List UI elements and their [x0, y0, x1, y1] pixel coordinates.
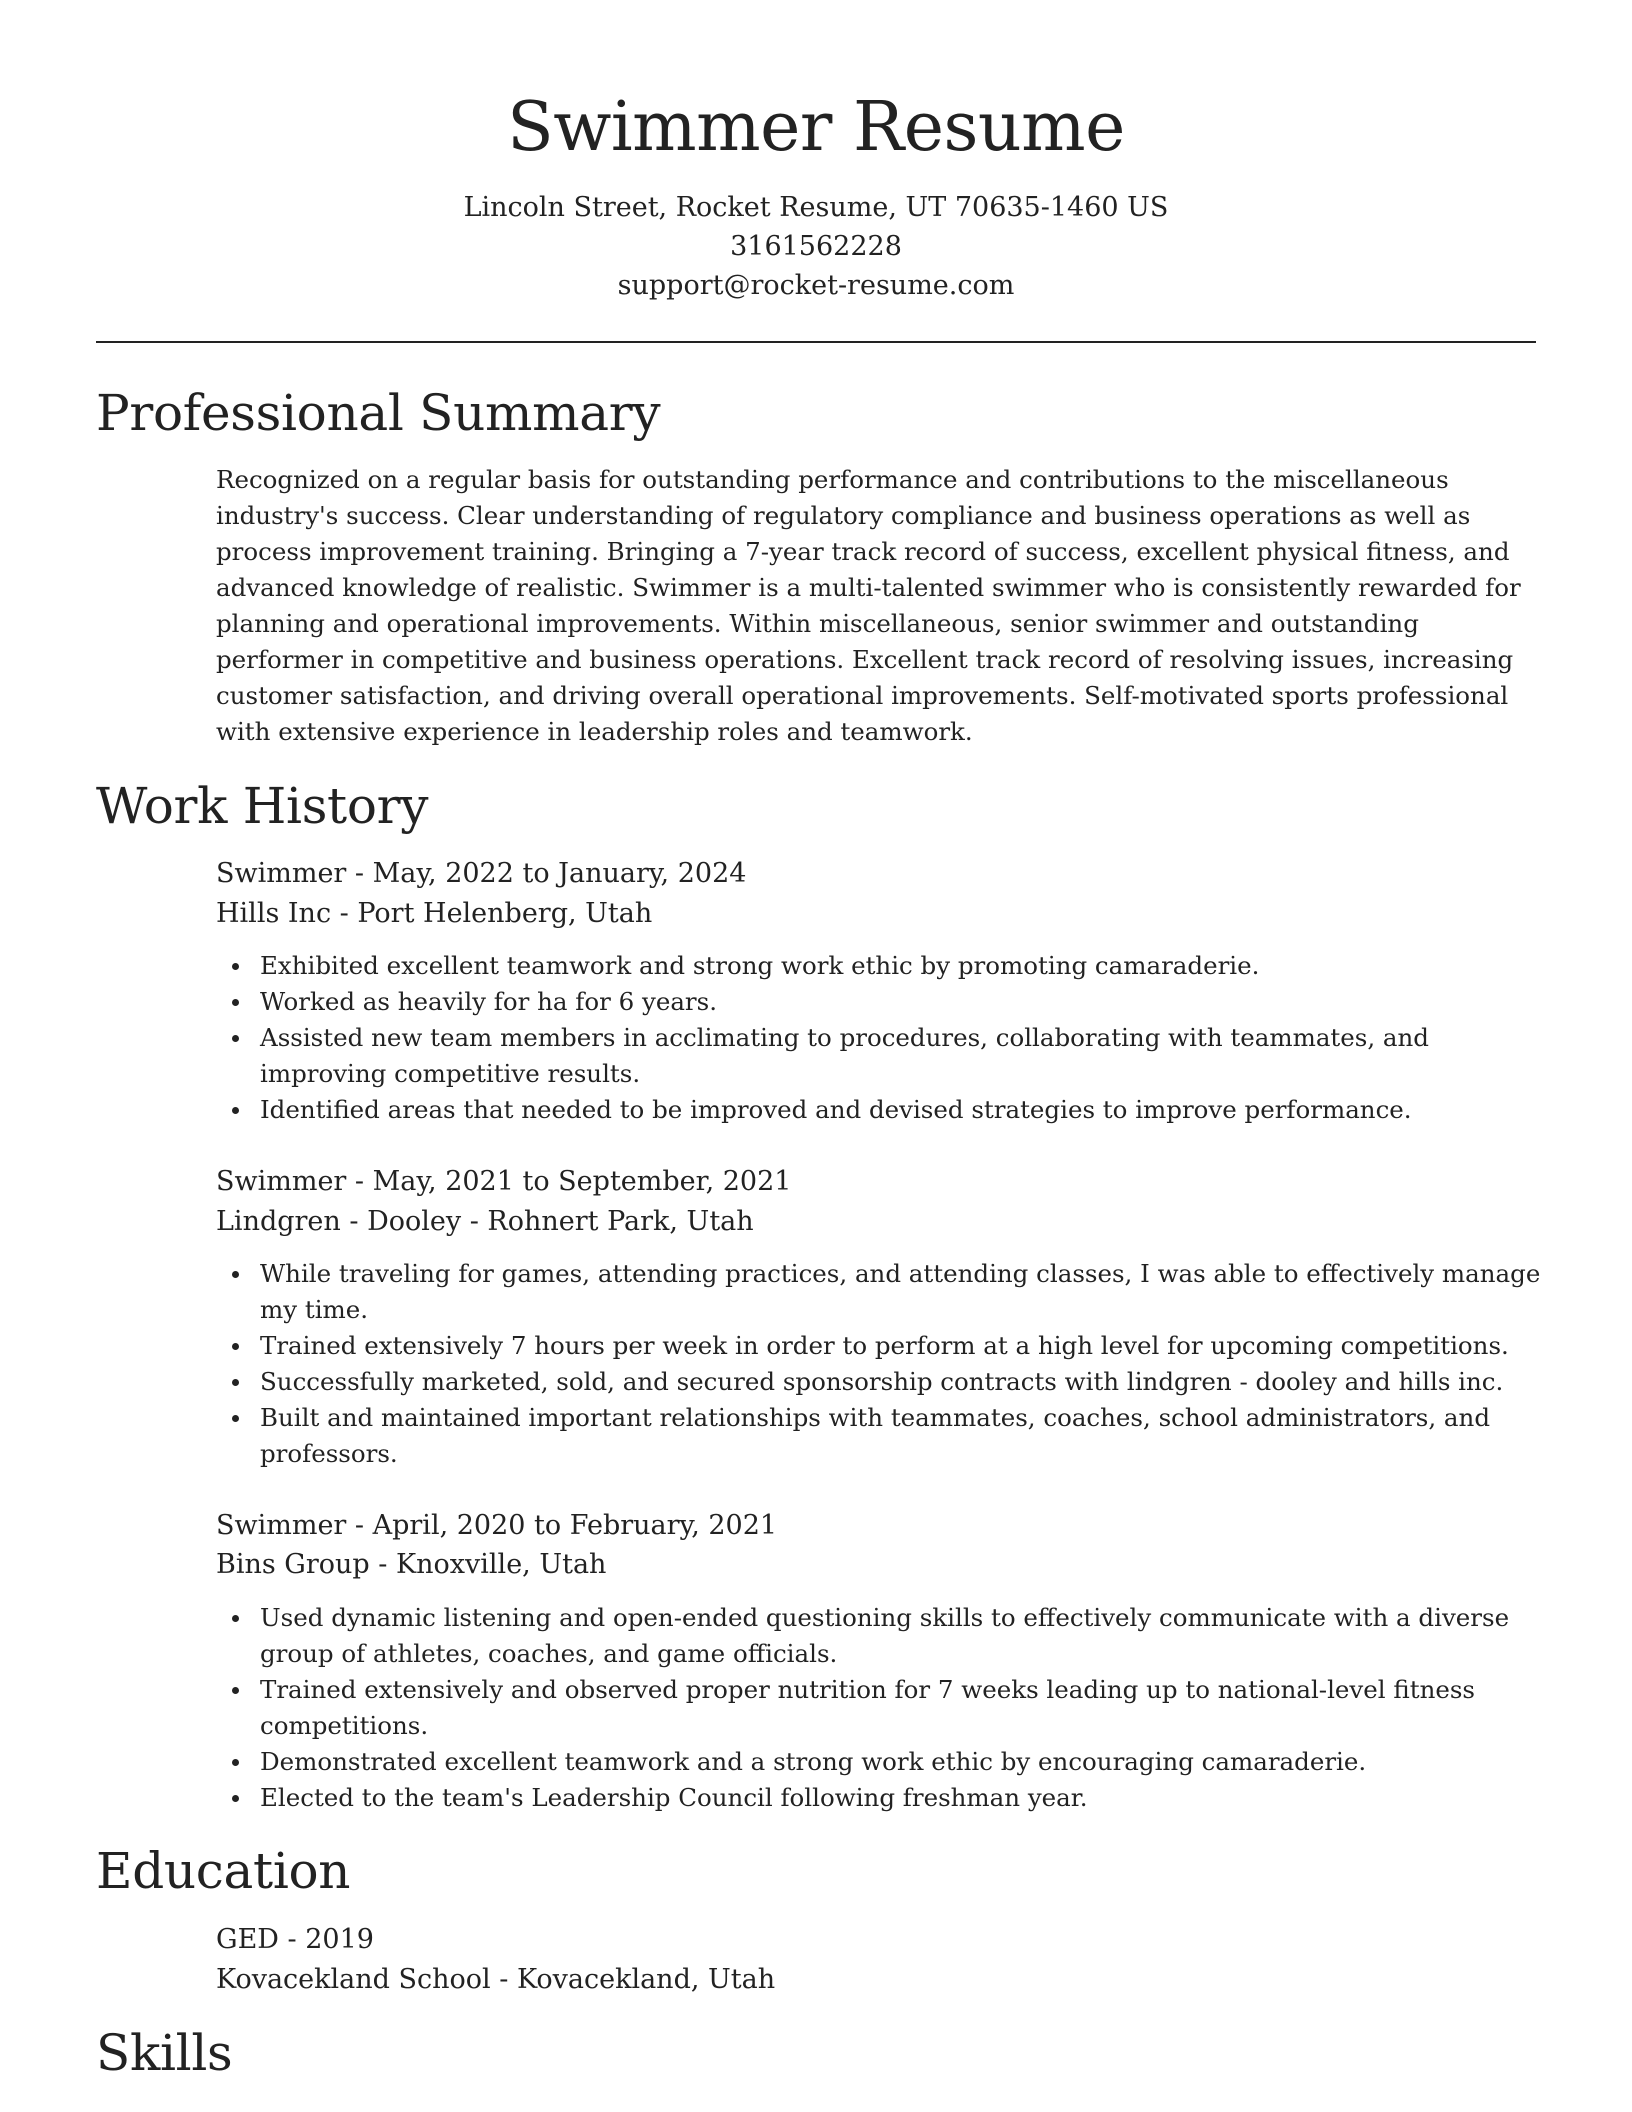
job-bullet: Exhibited excellent teamwork and strong work ethic by promoting camaraderie. — [216, 948, 1546, 984]
contact-address: Lincoln Street, Rocket Resume, UT 70635-1460 US — [463, 192, 1169, 223]
job-bullet: Successfully marketed, sold, and secured sponsorship contracts with lindgren - dooley and hills inc. — [216, 1364, 1546, 1400]
job-bullet: Used dynamic listening and open-ended questioning skills to effectively communicate with a diverse group of athletes, coaches, and game officials. — [216, 1600, 1546, 1672]
job-title-line: Swimmer - May, 2022 to January, 2024 — [216, 858, 747, 889]
work-history-heading: Work History — [96, 777, 429, 835]
job-company-line: Lindgren - Dooley - Rohnert Park, Utah — [216, 1206, 754, 1237]
contact-email[interactable]: support@rocket-resume.com — [617, 270, 1015, 301]
job-bullet: While traveling for games, attending practices, and attending classes, I was able to effectively manage my time. — [216, 1256, 1546, 1328]
job-title-line: Swimmer - April, 2020 to February, 2021 — [216, 1510, 778, 1541]
job-bullet: Identified areas that needed to be improved and devised strategies to improve performance. — [216, 1092, 1546, 1128]
job-bullets — [216, 1600, 1546, 1816]
resume-header — [96, 80, 1536, 305]
education-school-line: Kovacekland School - Kovacekland, Utah — [216, 1964, 776, 1995]
job-bullet: Built and maintained important relationships with teammates, coaches, school administrators, and professors. — [216, 1400, 1546, 1472]
job-title-line: Swimmer - May, 2021 to September, 2021 — [216, 1166, 792, 1197]
resume-title: Swimmer Resume — [507, 88, 1125, 167]
job-bullet: Worked as heavily for ha for 6 years. — [216, 984, 1546, 1020]
job-bullet: Trained extensively 7 hours per week in order to perform at a high level for upcoming competitions. — [216, 1328, 1546, 1364]
summary-text: Recognized on a regular basis for outstanding performance and contributions to the miscellaneous industry's success. Clear understanding of regulatory compliance and business operations as well as process improvement training. Bringing a 7-year track record of success, excellent physical fitness, and advanced knowledge of realistic. Swimmer is a multi-talented swimmer who is consistently rewarded for planning and operational improvements. Within miscellaneous, senior swimmer and outstanding performer in competitive and business operations. Excellent track record of resolving issues, increasing customer satisfaction, and driving overall operational improvements. Self-motivated sports professional with extensive experience in leadership roles and teamwork. — [216, 465, 1521, 746]
education-heading: Education — [96, 1842, 351, 1900]
job-bullets — [216, 1256, 1546, 1472]
education-degree-line: GED - 2019 — [216, 1924, 374, 1955]
job-bullet: Assisted new team members in acclimating to procedures, collaborating with teammates, and improving competitive results. — [216, 1020, 1546, 1092]
job-bullet: Trained extensively and observed proper nutrition for 7 weeks leading up to national-level fitness competitions. — [216, 1672, 1546, 1744]
header-divider — [96, 341, 1536, 343]
summary-heading: Professional Summary — [96, 384, 661, 442]
job-bullet: Demonstrated excellent teamwork and a strong work ethic by encouraging camaraderie. — [216, 1744, 1546, 1780]
skills-heading: Skills — [96, 2024, 233, 2082]
contact-phone: 3161562228 — [730, 231, 902, 262]
job-bullet: Elected to the team's Leadership Council following freshman year. — [216, 1780, 1546, 1816]
job-bullets — [216, 948, 1546, 1128]
job-company-line: Hills Inc - Port Helenberg, Utah — [216, 898, 653, 929]
job-company-line: Bins Group - Knoxville, Utah — [216, 1549, 607, 1580]
